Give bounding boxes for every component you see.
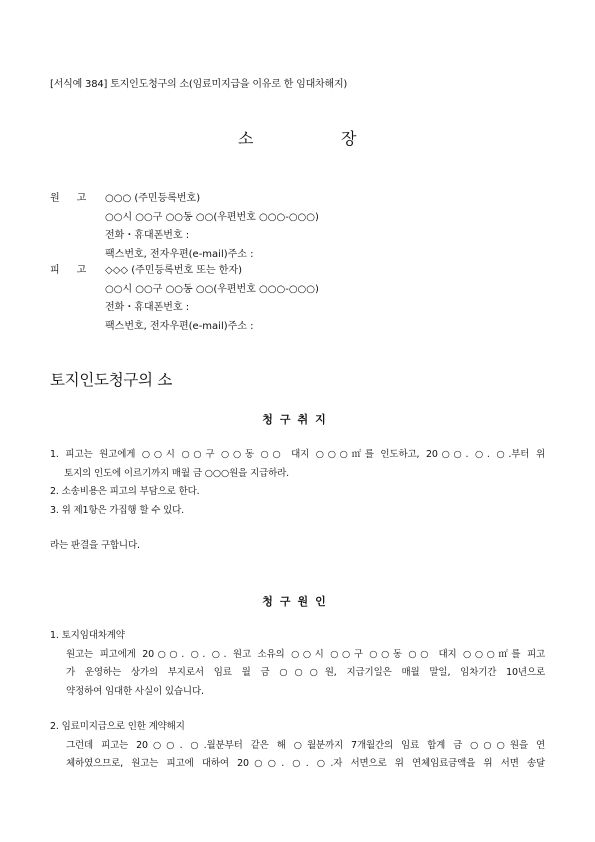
- cause-section-line: 그런데 피고는 20○○. ○.월분부터 같은 해 ○월분까지 7개월간의 임료 합계 금 ○○○원을 연: [66, 739, 545, 751]
- claim-purpose-heading: 청구취지: [262, 413, 333, 426]
- judgment-request: 라는 판결을 구합니다.: [50, 540, 140, 551]
- cause-section-title: 1. 토지임대차계약: [50, 630, 125, 641]
- cause-section-title: 2. 임료미지급으로 인한 계약해지: [50, 721, 185, 732]
- plaintiff-address: ○○시 ○○구 ○○동 ○○(우편번호 ○○○-○○○): [105, 211, 319, 223]
- document-title: [0, 126, 595, 150]
- plaintiff-phone: 전화・휴대폰번호 :: [105, 230, 190, 241]
- cause-section-termination: [50, 718, 545, 774]
- plaintiff-fax-email: 팩스번호, 전자우편(e-mail)주소 :: [105, 248, 254, 260]
- document-title-right: 장: [341, 129, 357, 148]
- claim-purpose-item: 3. 위 제1항은 가집행 할 수 있다.: [50, 504, 185, 516]
- claim-purpose-item: 2. 소송비용은 피고의 부담으로 한다.: [50, 486, 200, 497]
- defendant-fax-email: 팩스번호, 전자우편(e-mail)주소 :: [105, 320, 254, 332]
- cause-section-lease: [50, 627, 545, 701]
- case-title: 토지인도청구의 소: [50, 371, 173, 389]
- claim-cause-heading: 청구원인: [262, 595, 333, 608]
- defendant-role: 피고: [50, 265, 104, 276]
- plaintiff-name: ○○○ (주민등록번호): [105, 193, 201, 204]
- defendant-name: ◇◇◇ (주민등록번호 또는 한자): [105, 265, 243, 276]
- claim-purpose-item: 1. 피고는 원고에게 ○○시 ○○구 ○○동 ○○ 대지 ○○○㎡를 인도하고, 20○○. ○. ○.부터 위: [50, 449, 545, 460]
- cause-section-line: 가 운영하는 상가의 부지로서 임료 월 금 ○○○원, 지급기일은 매월 말일, 임차기간 10년으로: [66, 667, 545, 678]
- cause-section-line: 체하였으므로, 원고는 피고에 대하여 20○○. ○. ○.자 서면으로 위 연체임료금액을 위 서면 송달: [66, 758, 545, 769]
- plaintiff-role: 원고: [50, 193, 104, 204]
- document-title-left: 소: [238, 129, 254, 148]
- defendant-address: ○○시 ○○구 ○○동 ○○(우편번호 ○○○-○○○): [105, 283, 319, 295]
- claim-purpose-item: 토지의 인도에 이르기까지 매월 금 ○○○원을 지급하라.: [64, 467, 290, 479]
- form-label: [서식예 384] 토지인도청구의 소(임료미지급을 이유로 한 임대차해지): [50, 79, 348, 90]
- claim-purpose-list: [50, 446, 545, 520]
- cause-section-line: 약정하여 임대한 사실이 있습니다.: [66, 685, 204, 697]
- cause-section-line: 원고는 피고에게 20○○. ○. ○. 원고 소유의 ○○시 ○○구 ○○동 ○○ 대지 ○○○㎡를 피고: [66, 648, 545, 660]
- defendant-phone: 전화・휴대폰번호 :: [105, 302, 190, 313]
